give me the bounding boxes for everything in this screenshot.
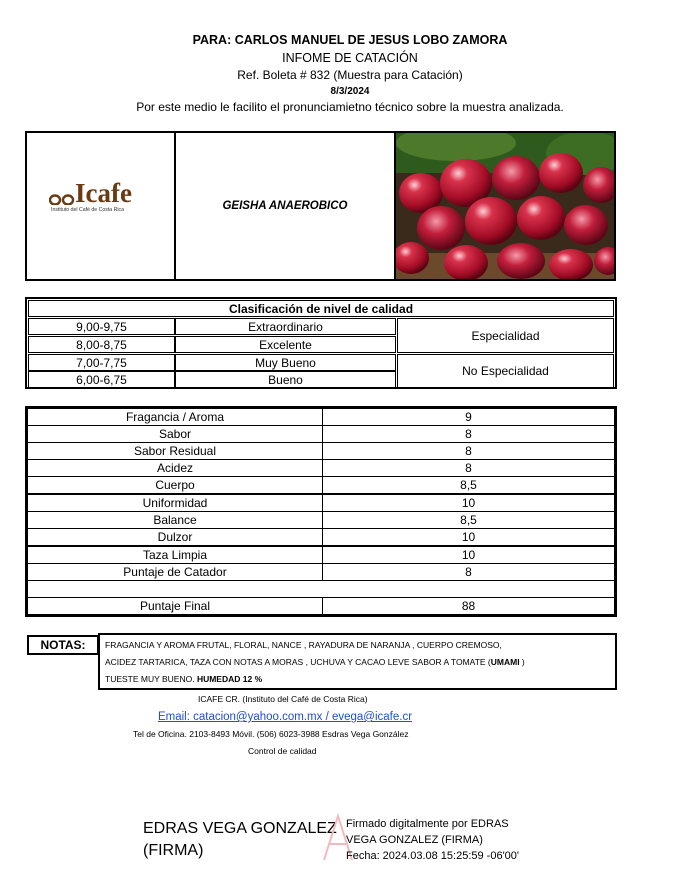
- final-score-value: 88: [322, 597, 615, 615]
- quality-table-title: Clasificación de nivel de calidad: [28, 300, 614, 317]
- coffee-variety: GEISHA ANAEROBICO: [174, 131, 396, 281]
- quality-group-non-specialty: No Especialidad: [397, 354, 614, 388]
- notes-roast: TUESTE MUY BUENO.: [105, 674, 197, 684]
- notes-line-3: [105, 674, 262, 684]
- quality-level: Bueno: [175, 371, 396, 388]
- score-value: 8,5: [322, 476, 615, 494]
- signature-name-line-2: (FIRMA): [143, 842, 204, 859]
- digital-signature-line-1: Firmado digitalmente por EDRAS: [346, 818, 509, 830]
- score-attribute: Cuerpo: [27, 476, 323, 494]
- notes-label: NOTAS:: [27, 635, 99, 655]
- coffee-cherries-photo: [394, 131, 616, 281]
- score-value: 8: [322, 459, 615, 477]
- empty-row: [27, 580, 615, 598]
- digital-signature-line-2: VEGA GONZALEZ (FIRMA): [346, 834, 483, 846]
- final-score-label: Puntaje Final: [27, 597, 323, 615]
- quality-classification-table: [25, 297, 617, 389]
- footer-org: ICAFE CR. (Instituto del Café de Costa Rica): [198, 694, 368, 704]
- score-value: 8: [322, 563, 615, 581]
- quality-range: 9,00-9,75: [28, 318, 175, 335]
- report-date: 8/3/2024: [330, 86, 370, 97]
- digital-signature-date: Fecha: 2024.03.08 15:25:59 -06'00': [346, 850, 520, 862]
- icafe-logo: [49, 178, 159, 213]
- notes-humidity: HUMEDAD 12 %: [196, 674, 263, 684]
- coffee-cherries-image: [396, 133, 614, 279]
- signature-name: [143, 818, 337, 862]
- contact-email-link[interactable]: Email: catacion@yahoo.com.mx / evega@icafe.cr: [157, 711, 413, 723]
- score-attribute: Taza Limpia: [27, 546, 323, 564]
- quality-level: Extraordinario: [175, 318, 396, 335]
- quality-level: Excelente: [175, 336, 396, 353]
- digital-signature-block: [346, 816, 519, 864]
- footer-phones: Tel de Oficina. 2103-8493 Móvil. (506) 6023-3988 Esdras Vega González: [133, 729, 409, 739]
- score-value: 8: [322, 425, 615, 443]
- signature-name-line-1: EDRAS VEGA GONZALEZ: [143, 820, 337, 837]
- notes-line-2: [105, 657, 525, 667]
- cupping-scores-table: [25, 406, 617, 617]
- score-value: 9: [322, 408, 615, 426]
- score-attribute: Balance: [27, 511, 323, 529]
- score-value: 8: [322, 442, 615, 460]
- quality-level: Muy Bueno: [175, 354, 396, 371]
- intro-text: Por este medio le facilito el pronunciamietno técnico sobre la muestra analizada.: [136, 100, 564, 114]
- reference-line: Ref. Boleta # 832 (Muestra para Catación): [237, 68, 463, 82]
- notes-line-2-end: ): [519, 657, 525, 667]
- quality-range: 7,00-7,75: [28, 354, 175, 371]
- notes-line-1: FRAGANCIA Y AROMA FRUTAL, FLORAL, NANCE , RAYADURA DE NARANJA , CUERPO CREMOSO,: [105, 640, 502, 650]
- quality-range: 8,00-8,75: [28, 336, 175, 353]
- quality-range: 6,00-6,75: [28, 371, 175, 388]
- notes-umami: UMAMI: [490, 657, 520, 667]
- score-value: 8,5: [322, 511, 615, 529]
- score-value: 10: [322, 494, 615, 512]
- notes-box: [98, 633, 617, 690]
- logo-cell: [25, 131, 176, 281]
- score-attribute: Puntaje de Catador: [27, 563, 323, 581]
- score-attribute: Acidez: [27, 459, 323, 477]
- quality-group-specialty: Especialidad: [397, 318, 614, 353]
- coffee-beans-icon: [49, 191, 75, 205]
- logo-wordmark: Icafe: [75, 178, 132, 208]
- score-attribute: Fragancia / Aroma: [27, 408, 323, 426]
- logo-subtitle: Instituto del Café de Costa Rica: [51, 207, 124, 213]
- recipient-line: PARA: CARLOS MANUEL DE JESUS LOBO ZAMORA: [192, 33, 508, 47]
- score-attribute: Dulzor: [27, 528, 323, 546]
- score-value: 10: [322, 528, 615, 546]
- notes-line-2-text: ACIDEZ TARTARICA, TAZA CON NOTAS A MORAS , UCHUVA Y CACAO LEVE SABOR A TOMATE (: [105, 657, 491, 667]
- score-attribute: Uniformidad: [27, 494, 323, 512]
- score-attribute: Sabor: [27, 425, 323, 443]
- report-title: INFOME DE CATACIÓN: [282, 51, 418, 65]
- score-attribute: Sabor Residual: [27, 442, 323, 460]
- footer-department: Control de calidad: [248, 746, 317, 756]
- score-value: 10: [322, 546, 615, 564]
